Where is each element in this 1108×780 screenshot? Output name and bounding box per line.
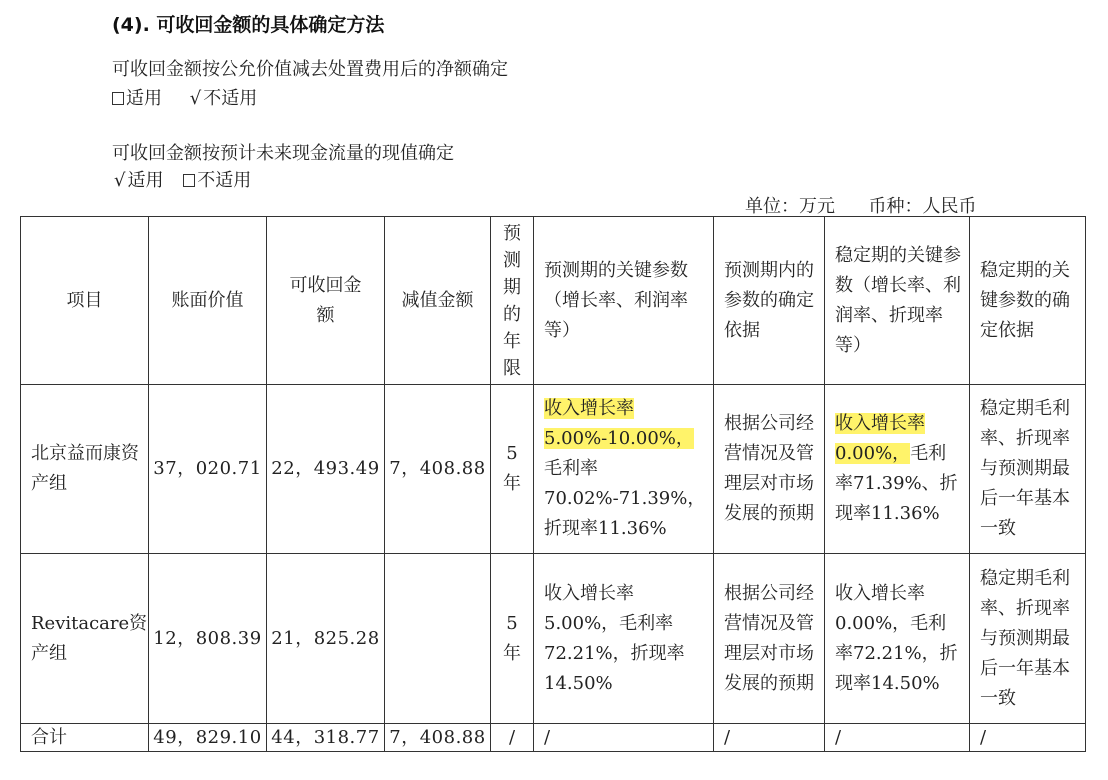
header-forecast-basis: 预测期内的参数的确定依据 xyxy=(714,217,825,385)
highlighted-text: 收入增长率5.00%-10.00%， xyxy=(544,398,694,449)
table-header-row xyxy=(21,217,1086,385)
method2-applicable-label: 适用 xyxy=(127,170,164,191)
row-impairment xyxy=(385,554,491,724)
section-heading: (4). 可收回金额的具体确定方法 xyxy=(112,14,385,36)
header-stable-basis: 稳定期的关键参数的确定依据 xyxy=(970,217,1086,385)
method1-text: 可收回金额按公允价值减去处置费用后的净额确定 xyxy=(112,59,508,80)
row-book-value: 12，808.39 xyxy=(149,554,267,724)
currency-label: 币种：人民币 xyxy=(868,196,977,217)
total-forecast-params: / xyxy=(534,724,714,752)
row-stable-params xyxy=(825,554,970,724)
header-item: 项目 xyxy=(21,217,149,385)
row-book-value: 37，020.71 xyxy=(149,385,267,554)
total-label: 合计 xyxy=(21,724,149,752)
table-total-row xyxy=(21,724,1086,752)
check-mark-icon: √ xyxy=(114,170,126,191)
header-forecast-params: 预测期的关键参数（增长率、利润率等） xyxy=(534,217,714,385)
header-impairment: 减值金额 xyxy=(385,217,491,385)
stable-params-text: 毛利率71.39%、折现率11.36% xyxy=(835,443,958,524)
method2-text: 可收回金额按预计未来现金流量的现值确定 xyxy=(112,143,454,164)
highlighted-text: 收入增长率0.00%， xyxy=(835,413,925,464)
header-stable-params: 稳定期的关键参数（增长率、利润率、折现率等） xyxy=(825,217,970,385)
total-years: / xyxy=(491,724,534,752)
method2-options xyxy=(114,166,251,192)
forecast-params-text: 毛利率70.02%-71.39%，折现率11.36% xyxy=(544,458,706,539)
row-stable-basis: 稳定期毛利率、折现率与预测期最后一年基本一致 xyxy=(970,385,1086,554)
row-item: 北京益而康资产组 xyxy=(21,385,149,554)
row-forecast-params xyxy=(534,385,714,554)
row-recoverable: 22，493.49 xyxy=(267,385,385,554)
row-forecast-basis: 根据公司经营情况及管理层对市场发展的预期 xyxy=(714,385,825,554)
row-forecast-params xyxy=(534,554,714,724)
row-recoverable: 21，825.28 xyxy=(267,554,385,724)
row-years: 5年 xyxy=(491,554,534,724)
row-forecast-basis: 根据公司经营情况及管理层对市场发展的预期 xyxy=(714,554,825,724)
row-stable-basis: 稳定期毛利率、折现率与预测期最后一年基本一致 xyxy=(970,554,1086,724)
method1-options xyxy=(112,84,257,110)
unit-label: 单位：万元 xyxy=(745,196,835,217)
unit-line xyxy=(745,192,976,218)
row-item: Revitacare资产组 xyxy=(21,554,149,724)
recoverable-amount-table xyxy=(20,216,1086,752)
checkbox-unchecked-icon xyxy=(112,92,124,105)
total-stable-basis: / xyxy=(970,724,1086,752)
stable-params-text: 收入增长率0.00%，毛利率72.21%，折现率14.50% xyxy=(835,582,958,694)
total-book-value: 49，829.10 xyxy=(149,724,267,752)
row-impairment: 7，408.88 xyxy=(385,385,491,554)
header-book-value: 账面价值 xyxy=(149,217,267,385)
method2-not-applicable-label: 不适用 xyxy=(197,170,252,191)
row-years: 5年 xyxy=(491,385,534,554)
header-years: 预测期的年限 xyxy=(491,217,534,385)
check-mark-icon: √ xyxy=(189,88,202,109)
forecast-params-text: 收入增长率5.00%，毛利率72.21%，折现率14.50% xyxy=(544,582,685,694)
row-stable-params xyxy=(825,385,970,554)
method1-not-applicable-label: 不适用 xyxy=(203,88,258,109)
table-row xyxy=(21,554,1086,724)
table-row xyxy=(21,385,1086,554)
header-recoverable: 可收回金额 xyxy=(267,217,385,385)
checkbox-unchecked-icon xyxy=(183,174,195,187)
total-impairment: 7，408.88 xyxy=(385,724,491,752)
total-recoverable: 44，318.77 xyxy=(267,724,385,752)
total-stable-params: / xyxy=(825,724,970,752)
method1-applicable-label: 适用 xyxy=(126,88,162,109)
total-forecast-basis: / xyxy=(714,724,825,752)
